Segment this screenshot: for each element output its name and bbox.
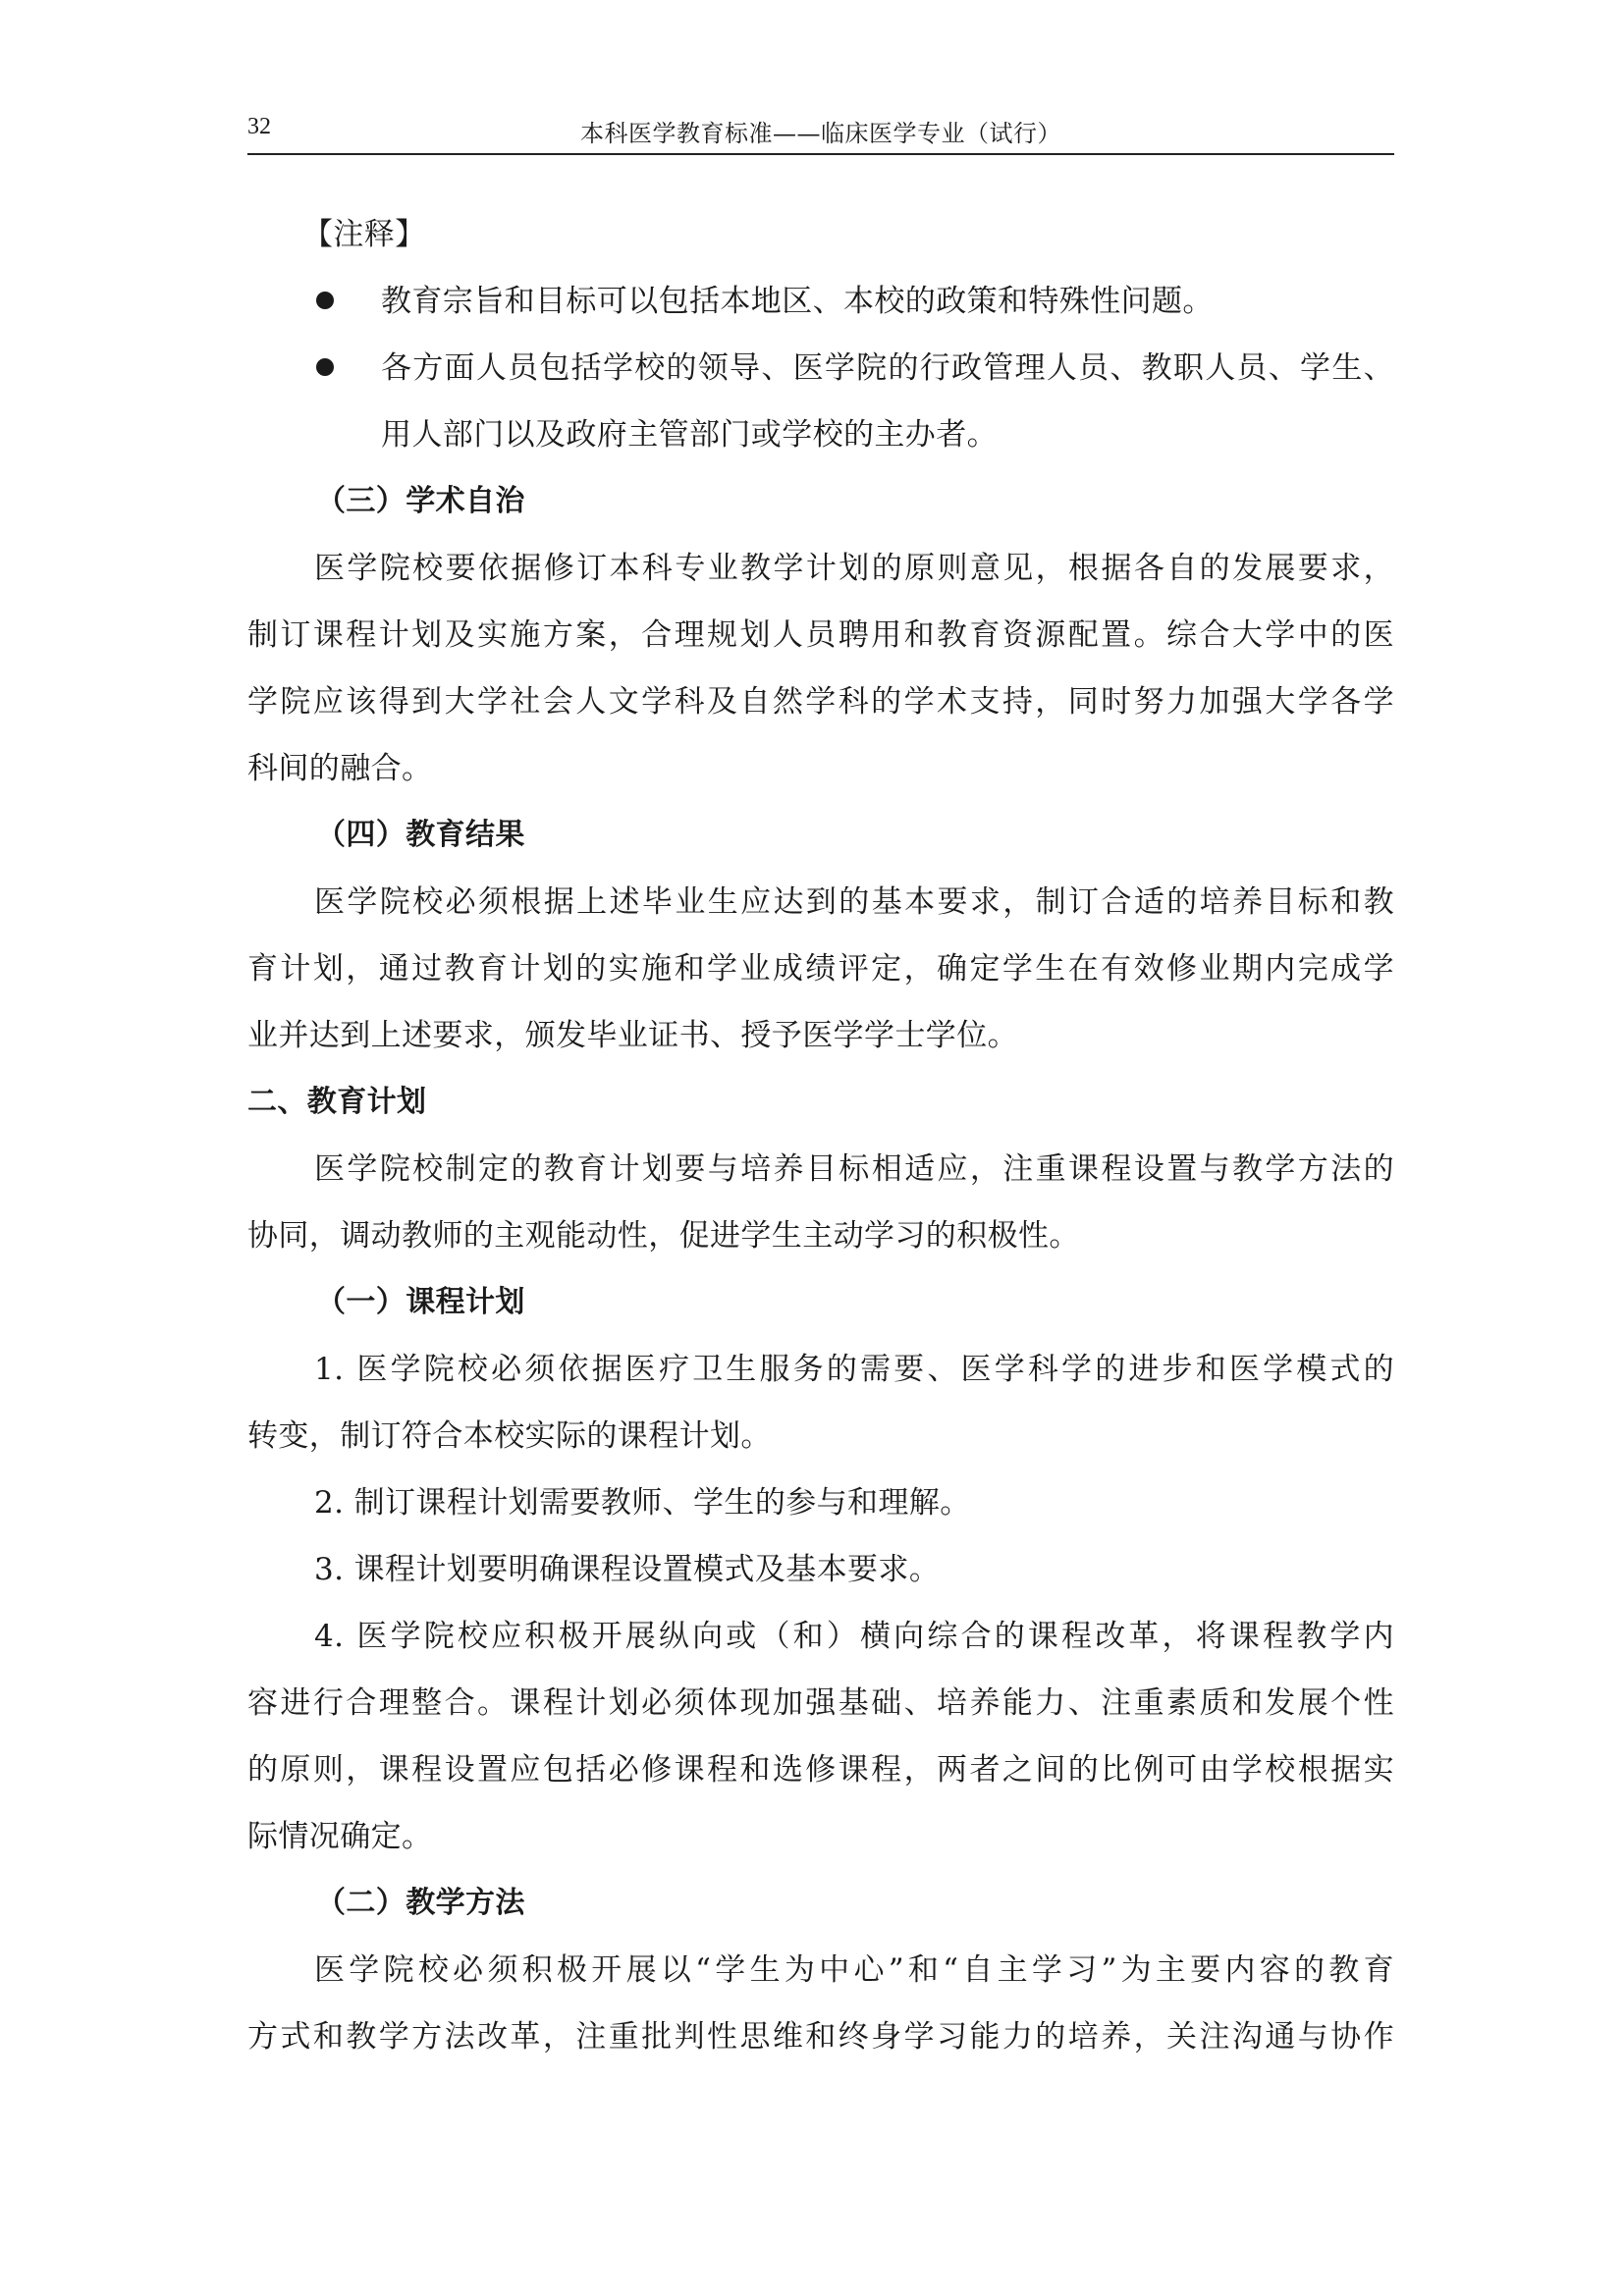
list-item: 3. 课程计划要明确课程设置模式及基本要求。 [314,1552,941,1587]
paragraph-line: 制订课程计划及实施方案，合理规划人员聘用和教育资源配置。综合大学中的医 [247,617,1394,653]
paragraph-line: 医学院校制定的教育计划要与培养目标相适应，注重课程设置与教学方法的 [314,1151,1394,1187]
note-bullet-2-text: 各方面人员包括学校的领导、医学院的行政管理人员、教职人员、学生、 [381,350,1394,386]
list-item: 2. 制订课程计划需要教师、学生的参与和理解。 [314,1485,971,1521]
list-item-continuation: 际情况确定。 [247,1819,433,1854]
note-bullet-2-continuation: 用人部门以及政府主管部门或学校的主办者。 [381,417,998,453]
note-bullet-1-text: 教育宗旨和目标可以包括本地区、本校的政策和特殊性问题。 [381,284,1214,319]
list-item-continuation: 转变，制订符合本校实际的课程计划。 [247,1418,772,1454]
note-bullet-1 [247,268,1394,335]
list-item: 4. 医学院校应积极开展纵向或（和）横向综合的课程改革，将课程教学内 [314,1619,1394,1654]
list-item-continuation: 的原则，课程设置应包括必修课程和选修课程，两者之间的比例可由学校根据实 [247,1752,1394,1788]
section-heading-teaching-methods: （二）教学方法 [316,1886,525,1920]
paragraph-line: 医学院校必须积极开展以“学生为中心”和“自主学习”为主要内容的教育 [314,1952,1394,1988]
part-heading-education-plan: 二、教育计划 [247,1085,427,1119]
note-label: 【注释】 [302,217,426,252]
list-item: 1. 医学院校必须依据医疗卫生服务的需要、医学科学的进步和医学模式的 [314,1352,1394,1387]
paragraph-line: 医学院校要依据修订本科专业教学计划的原则意见，根据各自的发展要求， [314,551,1394,586]
paragraph-line: 医学院校必须根据上述毕业生应达到的基本要求，制订合适的培养目标和教 [314,884,1394,920]
list-item-continuation: 容进行合理整合。课程计划必须体现加强基础、培养能力、注重素质和发展个性 [247,1685,1394,1721]
paragraph-line: 业并达到上述要求，颁发毕业证书、授予医学学士学位。 [247,1018,1018,1053]
paragraph-line: 学院应该得到大学社会人文学科及自然学科的学术支持，同时努力加强大学各学 [247,684,1394,720]
running-header [247,108,1394,155]
section-heading-education-outcomes: （四）教育结果 [316,818,525,852]
section-heading-academic-autonomy: （三）学术自治 [316,484,525,518]
note-bullet-2 [247,335,1394,401]
header-title: 本科医学教育标准——临床医学专业（试行） [580,120,1061,147]
bullet-dot-icon [316,292,334,309]
body-content [247,201,1394,2070]
paragraph-line: 科间的融合。 [247,751,433,786]
section-heading-curriculum-plan: （一）课程计划 [316,1285,525,1319]
paragraph-line: 协同，调动教师的主观能动性，促进学生主动学习的积极性。 [247,1218,1080,1254]
page-number: 32 [247,114,271,139]
paragraph-line: 育计划，通过教育计划的实施和学业成绩评定，确定学生在有效修业期内完成学 [247,951,1394,987]
bullet-dot-icon [316,358,334,376]
paragraph-line: 方式和教学方法改革，注重批判性思维和终身学习能力的培养，关注沟通与协作 [247,2019,1394,2055]
